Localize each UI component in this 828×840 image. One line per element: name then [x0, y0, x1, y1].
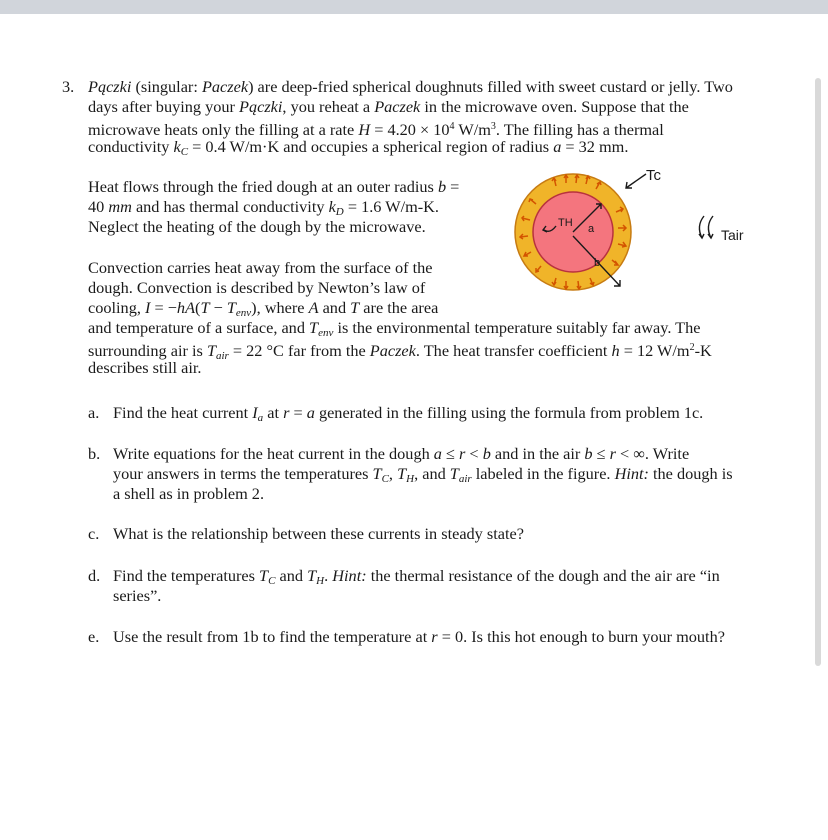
p3-line-2: dough. Convection is described by Newton’s law of [88, 278, 426, 297]
p2-line-2: 40 mm and has thermal conductivity kD = 1.6 W/m-K. [88, 197, 440, 218]
part-c-label: c. [88, 524, 100, 543]
part-d-line-1: Find the temperatures TC and TH. Hint: the thermal resistance of the dough and the air are “in [113, 566, 720, 587]
p3-line-3: cooling, I = −hA(T − Tenv), where A and T are the area [88, 298, 439, 319]
part-d-label: d. [88, 566, 101, 585]
top-bar [0, 0, 828, 14]
tair-label: Tair [721, 227, 744, 243]
part-a-line-1: Find the heat current Ia at r = a generated in the filling using the formula from problem 1c. [113, 403, 704, 424]
b-label: b [594, 257, 601, 269]
air-swirl-1 [699, 216, 704, 238]
p3-line-1: Convection carries heat away from the surface of the [88, 258, 433, 277]
part-d-line-2: series”. [113, 586, 162, 605]
scrollbar[interactable] [815, 78, 821, 666]
part-e-label: e. [88, 627, 100, 646]
a-label: a [588, 223, 595, 235]
part-b-label: b. [88, 444, 101, 463]
p1-line-3: microwave heats only the filling at a rate $H = 4.20 \times 10^4$ $W/m^3$. The filling has a thermal [88, 120, 664, 139]
p3-line-4: and temperature of a surface, and Tenv is the environmental temperature suitably far away. The [88, 318, 701, 339]
part-b-line-1: Write equations for the heat current in the dough a ≤ r < b and in the air b ≤ r < ∞. Write [113, 444, 690, 463]
part-e-line-1: Use the result from 1b to find the temperature at r = 0. Is this hot enough to burn your mouth? [113, 627, 725, 646]
tc-arrow [626, 174, 646, 188]
part-b-line-2: your answers in terms the temperatures TC, TH, and Tair labeled in the figure. Hint: the dough is [113, 464, 733, 485]
part-a-label: a. [88, 403, 100, 422]
th-label: TH [558, 217, 573, 229]
p1-line-2: days after buying your Pączki, you reheat a Paczek in the microwave oven. Suppose that the [88, 97, 689, 116]
paczek-figure [508, 160, 808, 310]
p3-line-6: describes still air. [88, 358, 202, 377]
p2-line-1: Heat flows through the fried dough at an outer radius b = [88, 177, 460, 196]
p1-line-4: conductivity kC = 0.4 W/m·K and occupies a spherical region of radius a = 32 mm. [88, 137, 629, 158]
part-b-line-3: a shell as in problem 2. [113, 484, 265, 503]
tc-label: Tc [646, 167, 661, 184]
problem-number: 3. [62, 77, 75, 96]
p1-line-1: Pączki (singular: Paczek) are deep-fried spherical doughnuts filled with sweet custard or jelly. Two [88, 77, 733, 96]
part-c-line-1: What is the relationship between these currents in steady state? [113, 524, 524, 543]
p2-line-3: Neglect the heating of the dough by the microwave. [88, 217, 426, 236]
air-swirl-2 [708, 216, 713, 238]
p3-line-5: surrounding air is Tair = 22 °C far from the Paczek. The heat transfer coefficient h = 12 $W/m^2-K$ [88, 341, 712, 362]
